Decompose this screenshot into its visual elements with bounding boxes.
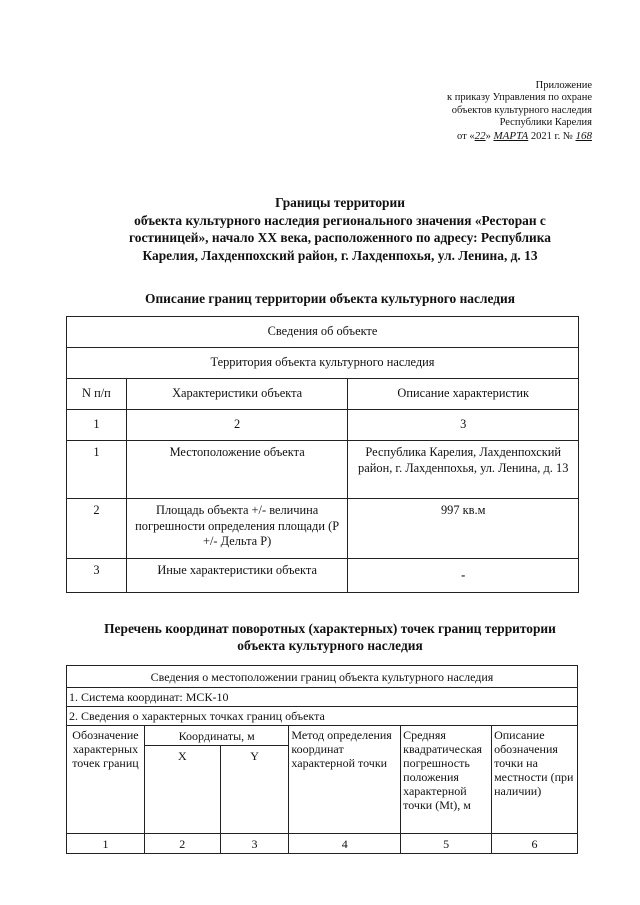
- table-column-headers: [67, 726, 578, 746]
- section2-title-line-1: Перечень координат поворотных (характерных) точек границ территории: [104, 621, 556, 636]
- table-header-row: [67, 348, 579, 379]
- table-row: [67, 499, 579, 559]
- column-number: 3: [348, 410, 579, 441]
- points-info: 2. Сведения о характерных точках границ объекта: [67, 707, 578, 726]
- row-description: 997 кв.м: [348, 499, 579, 559]
- heading-line-1: Границы территории: [275, 195, 405, 210]
- appendix-agency-line: объектов культурного наследия: [451, 104, 592, 116]
- heading-line-4: Карелия, Лахденпохский район, г. Лахденпохья, ул. Ленина, д. 13: [142, 247, 538, 263]
- row-number: 3: [67, 559, 127, 593]
- appendix-block: [392, 80, 592, 143]
- column-header-y: Y: [220, 746, 289, 834]
- date-day: 22: [474, 129, 486, 142]
- column-number: 3: [220, 834, 289, 854]
- appendix-date-line: от «22» МАРТА 2021 г. № 168: [457, 129, 592, 142]
- table-column-numbers: [67, 410, 579, 441]
- column-header-x: X: [144, 746, 220, 834]
- row-characteristic: Местоположение объекта: [126, 441, 348, 499]
- row-characteristic: Иные характеристики объекта: [126, 559, 348, 593]
- heading-line-3: гостиницей», начало XX века, расположенного по адресу: Республика: [129, 230, 551, 246]
- document-heading: [110, 194, 570, 264]
- heading-line-2: объекта культурного наследия регионального значения «Ресторан с: [134, 212, 546, 228]
- appendix-order-line: к приказу Управления по охране: [447, 92, 592, 104]
- table-row: [67, 441, 579, 499]
- row-characteristic: Площадь объекта +/- величина погрешности определения площади (Р +/- Дельта Р): [126, 499, 348, 559]
- column-header-method: Метод определения координат характерной точки: [289, 726, 401, 834]
- order-number: 168: [575, 129, 592, 142]
- column-header-description: Описание характеристик: [348, 379, 579, 410]
- column-header-characteristic: Характеристики объекта: [126, 379, 348, 410]
- table-header-row: [67, 317, 579, 348]
- row-description: -: [348, 559, 579, 593]
- row-number: 1: [67, 441, 127, 499]
- coordinate-system-row: [67, 688, 578, 707]
- table-row: [67, 559, 579, 593]
- column-number: 1: [67, 410, 127, 441]
- column-number: 1: [67, 834, 145, 854]
- table-header-row: [67, 666, 578, 688]
- appendix-title: Приложение: [535, 80, 592, 91]
- row-number: 2: [67, 499, 127, 559]
- column-header-designation: Обозначение характерных точек границ: [67, 726, 145, 834]
- column-header-number: N п/п: [67, 379, 127, 410]
- table-column-numbers: [67, 834, 578, 854]
- appendix-region-line: Республики Карелия: [499, 117, 592, 129]
- column-header-coordinates: Координаты, м: [144, 726, 289, 746]
- column-number: 6: [492, 834, 578, 854]
- table-column-headers: [67, 379, 579, 410]
- column-number: 5: [401, 834, 492, 854]
- section2-title: [60, 620, 600, 654]
- object-info-table: [66, 316, 579, 593]
- column-number: 2: [126, 410, 348, 441]
- section1-title: Описание границ территории объекта культурного наследия: [145, 291, 515, 306]
- table-header-object-info: Сведения об объекте: [67, 317, 579, 348]
- section2-title-line-2: объекта культурного наследия: [237, 638, 423, 653]
- row-description: Республика Карелия, Лахденпохский район, г. Лахденпохья, ул. Ленина, д. 13: [348, 441, 579, 499]
- column-header-point-description: Описание обозначения точки на местности (при наличии): [492, 726, 578, 834]
- column-number: 4: [289, 834, 401, 854]
- column-header-error: Средняя квадратическая погрешность положения характерной точки (Mt), м: [401, 726, 492, 834]
- table-header-boundaries: Сведения о местоположении границ объекта культурного наследия: [67, 666, 578, 688]
- coordinate-system: 1. Система координат: МСК-10: [67, 688, 578, 707]
- table-header-territory: Территория объекта культурного наследия: [67, 348, 579, 379]
- date-month: МАРТА: [493, 129, 529, 142]
- column-number: 2: [144, 834, 220, 854]
- points-info-row: [67, 707, 578, 726]
- coordinates-table: [66, 665, 578, 854]
